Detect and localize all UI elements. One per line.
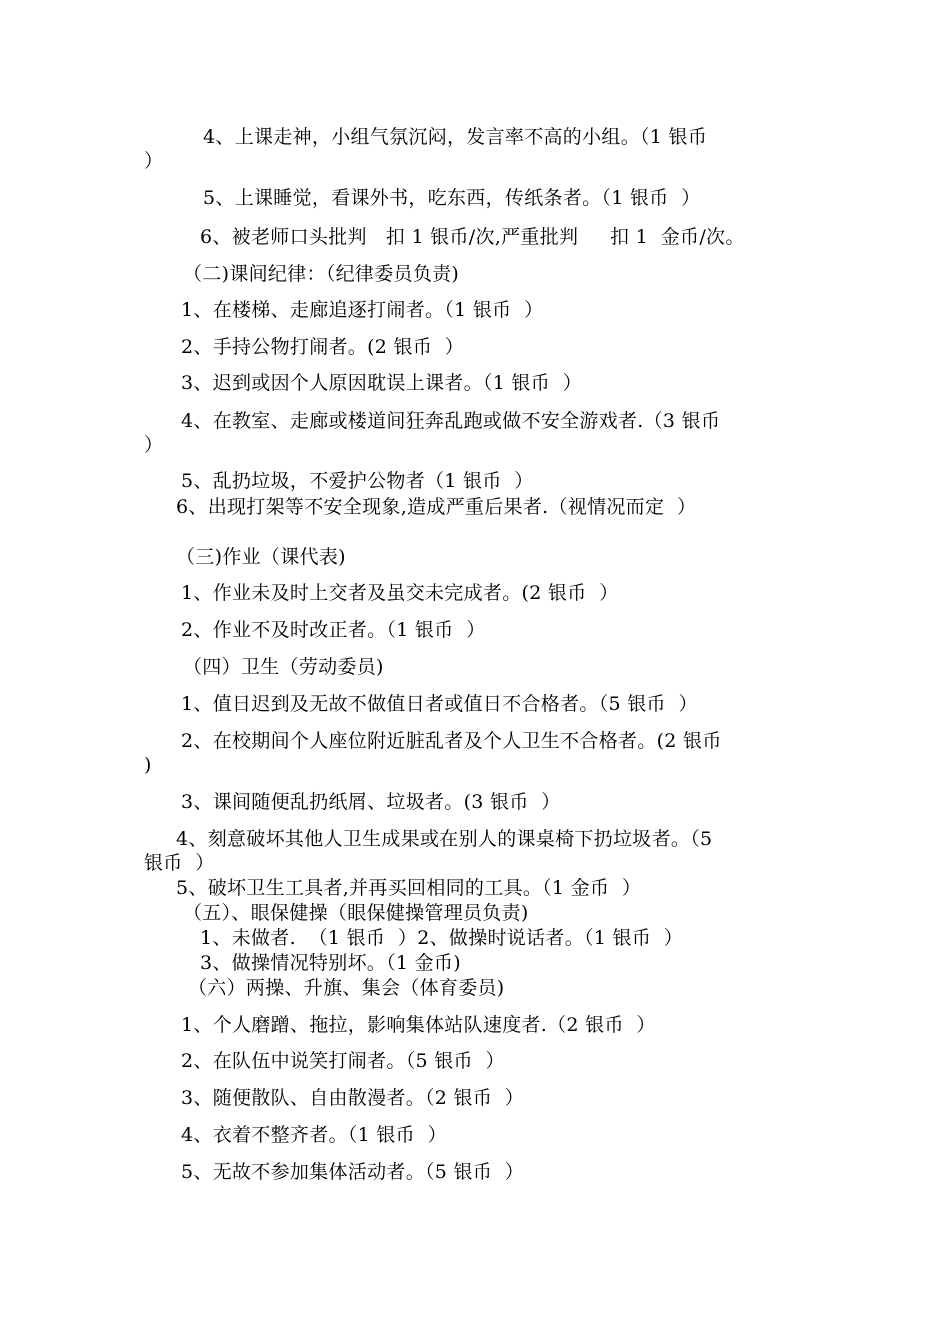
text-line: 5、上课睡觉，看课外书，吃东西，传纸条者。（1 银币 ）	[203, 187, 701, 209]
section-heading: （六）两操、升旗、集会（体育委员)	[188, 977, 505, 999]
text-line: 6、被老师口头批判 扣 1 银币/次,严重批判 扣 1 金币/次。	[200, 226, 745, 248]
text-line: 2、作业不及时改正者。（1 银币 ）	[181, 619, 486, 641]
text-line: 1、作业未及时上交者及虽交未完成者。(2 银币 ）	[181, 582, 619, 604]
text-line: 5、乱扔垃圾，不爱护公物者（1 银币 ）	[181, 470, 534, 492]
text-line: 2、在队伍中说笑打闹者。（5 银币 ）	[181, 1050, 505, 1072]
section-heading: （三)作业（课代表)	[176, 546, 346, 568]
text-line: 2、在校期间个人座位附近脏乱者及个人卫生不合格者。(2 银币	[181, 730, 722, 752]
text-line: ）	[144, 434, 164, 456]
text-line: 银币 ）	[144, 852, 215, 874]
section-heading: （四）卫生（劳动委员)	[183, 656, 384, 678]
text-line: 3、课间随便乱扔纸屑、垃圾者。(3 银币 ）	[181, 791, 561, 813]
text-line: 3、迟到或因个人原因耽误上课者。（1 银币 ）	[181, 372, 582, 394]
text-line: 1、值日迟到及无故不做值日者或值日不合格者。（5 银币 ）	[181, 693, 698, 715]
text-line: 5、破坏卫生工具者,并再买回相同的工具。（1 金币 ）	[176, 877, 642, 899]
text-line: ）	[144, 150, 164, 172]
text-line: )	[144, 754, 152, 776]
text-line: 1、个人磨蹭、拖拉，影响集体站队速度者.（2 银币 ）	[181, 1014, 656, 1036]
text-line: 4、刻意破坏其他人卫生成果或在别人的课桌椅下扔垃圾者。（5	[176, 828, 713, 850]
text-line: 5、无故不参加集体活动者。（5 银币 ）	[181, 1161, 525, 1183]
text-line: 3、随便散队、自由散漫者。（2 银币 ）	[181, 1087, 525, 1109]
section-heading: （二)课间纪律：（纪律委员负责)	[183, 263, 460, 285]
text-line: 4、上课走神，小组气氛沉闷，发言率不高的小组。（1 银币	[203, 126, 708, 148]
text-line: 2、手持公物打闹者。(2 银币 ）	[181, 336, 465, 358]
text-line: 6、出现打架等不安全现象,造成严重后果者.（视情况而定 ）	[176, 496, 697, 518]
text-line: 1、在楼梯、走廊追逐打闹者。（1 银币 ）	[181, 299, 544, 321]
section-heading: （五）、眼保健操（眼保健操管理员负责)	[183, 902, 529, 924]
text-line: 3、做操情况特别坏。（1 金币)	[200, 952, 461, 974]
text-line: 4、衣着不整齐者。（1 银币 ）	[181, 1124, 447, 1146]
text-line: 4、在教室、走廊或楼道间狂奔乱跑或做不安全游戏者.（3 银币	[181, 410, 721, 432]
text-line: 1、未做者. （1 银币 ）2、做操时说话者。（1 银币 ）	[200, 927, 684, 949]
